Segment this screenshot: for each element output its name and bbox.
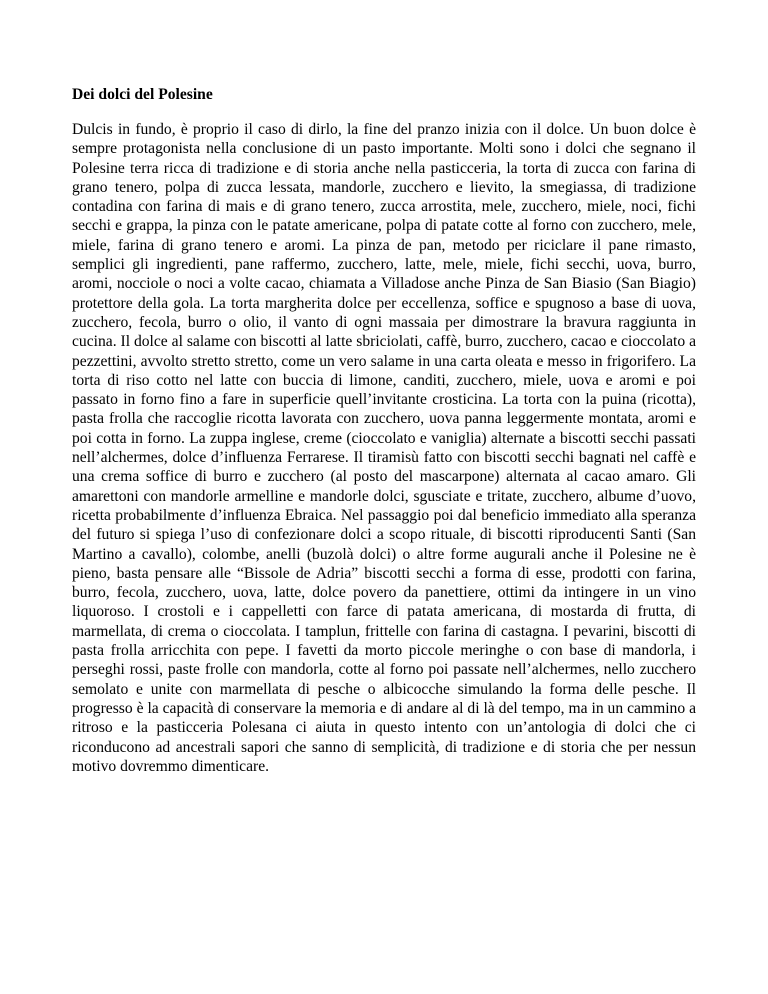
document-body-paragraph: Dulcis in fundo, è proprio il caso di dirlo, la fine del pranzo inizia con il dolce. Un buon dolce è sempre protagonista nella conclusione di un pasto importante. Molti sono i dolci che segnano il Polesine terra ricca di tradizione e di storia anche nella pasticceria, la torta di zucca con farina di grano tenero, polpa di zucca lessata, mandorle, zucchero e lievito, la smegiassa, di tradizione contadina con farina di mais e di grano tenero, zucca arrostita, mele, zucchero, miele, noci, fichi secchi e grappa, la pinza con le patate americane, polpa di patate cotte al forno con zucchero, mele, miele, farina di grano tenero e aromi. La pinza de pan, metodo per riciclare il pane rimasto, semplici gli ingredienti, pane raffermo, zucchero, latte, mele, miele, fichi secchi, uova, burro, aromi, nocciole o noci a volte cacao, chiamata a Villadose anche Pinza de San Biasio (San Biagio) protettore della gola. La torta margherita dolce per eccellenza, soffice e spugnoso a base di uova, zucchero, fecola, burro o olio, il vanto di ogni massaia per dimostrare la bravura raggiunta in cucina. Il dolce al salame con biscotti al latte sbriciolati, caffè, burro, zucchero, cacao e cioccolato a pezzettini, avvolto stretto stretto, come un vero salame in una carta oleata e messo in frigorifero. La torta di riso cotto nel latte con buccia di limone, canditi, zucchero, miele, uova e aromi e poi passato in forno fino a fare in superficie quell’invitante crosticina. La torta con la puina (ricotta), pasta frolla che raccoglie ricotta lavorata con zucchero, uova panna leggermente montata, aromi e poi cotta in forno. La zuppa inglese, creme (cioccolato e vaniglia) alternate a biscotti secchi passati nell’alchermes, dolce d’influenza Ferrarese. Il tiramisù fatto con biscotti secchi bagnati nel caffè e una crema soffice di burro e zucchero (al posto del mascarpone) alternata al cacao amaro. Gli amarettoni con mandorle armelline e mandorle dolci, sgusciate e tritate, zucchero, albume d’uovo, ricetta probabilmente d’influenza Ebraica. Nel passaggio poi dal beneficio immediato alla speranza del futuro si spiega l’uso di confezionare dolci a scopo rituale, di biscotti riproducenti Santi (San Martino a cavallo), colombe, anelli (buzolà dolci) o altre forme augurali anche il Polesine ne è pieno, basta pensare alle “Bissole de Adria” biscotti secchi a forma di esse, prodotti con farina, burro, fecola, zucchero, uova, latte, dolce povero da panettiere, ottimi da intingere in un vino liquoroso. I crostoli e i cappelletti con farce di patata americana, di mostarda di frutta, di marmellata, di crema o cioccolata. I tamplun, frittelle con farina di castagna. I pevarini, biscotti di pasta frolla arricchita con pepe. I favetti da morto piccole meringhe o con base di mandorla, i perseghi rossi, paste frolle con mandorla, cotte al forno poi passate nell’alchermes, nello zucchero semolato e unite con marmellata di pesche o albicocche simulando la forma delle pesche. Il progresso è la capacità di conservare la memoria e di andare al di là del tempo, ma in un cammino a ritroso e la pasticceria Polesana ci aiuta in questo intento con un’antologia di dolci che ci riconducono ad ancestrali sapori che sanno di semplicità, di tradizione e di storia che per nessun motivo dovremmo dimenticare. <box>72 121 696 775</box>
document-page <box>72 84 696 776</box>
document-title: Dei dolci del Polesine <box>72 86 213 103</box>
